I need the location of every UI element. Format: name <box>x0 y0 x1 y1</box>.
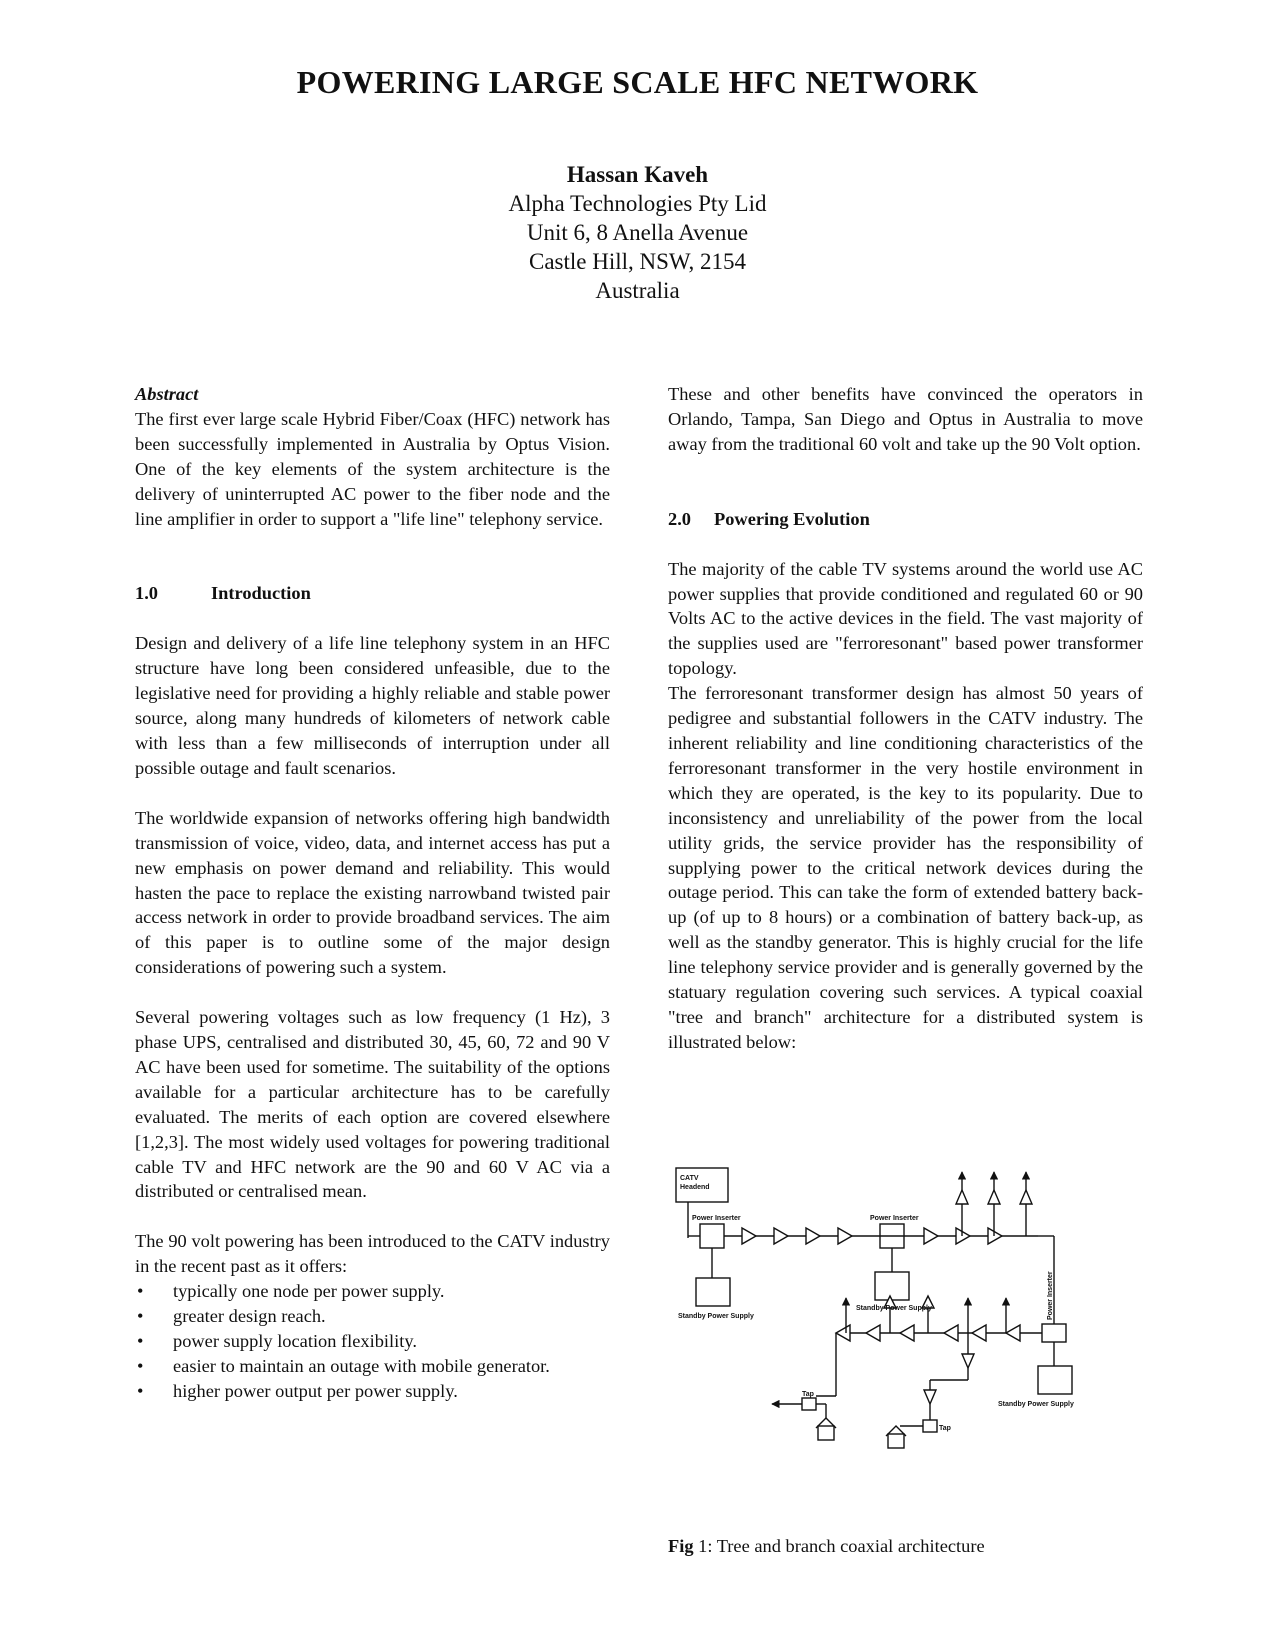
amplifier-icon <box>924 1228 938 1244</box>
section-1-title: Introduction <box>211 583 311 604</box>
standby-power-supply-box <box>875 1272 909 1300</box>
intro-paragraph-1: Design and delivery of a life line telephony system in an HFC structure have long been considered unfeasible, due to the legislative need for providing a highly reliable and stable power source, along many hundreds of kilometers of network cable with less than a few milliseconds of interruption under all possible outage and fault scenarios. <box>135 633 610 778</box>
standby-power-supply-label: Standby Power Supply <box>678 1313 754 1320</box>
amplifier-icon <box>742 1228 756 1244</box>
intro-paragraph-2: The worldwide expansion of networks offering high bandwidth transmission of voice, video, data, and internet access has put a new emphasis on power demand and reliability. This would hasten the pace to replace the existing narrowband twisted pair access network in order to provide broadband services. The aim of this paper is to outline some of the major design considerations of powering such a system. <box>135 807 610 978</box>
intro-paragraph-4: The 90 volt powering has been introduced to the CATV industry in the recent past as it offers: <box>135 1231 610 1277</box>
list-item: • easier to maintain an outage with mobile generator. <box>135 1354 610 1379</box>
power-inserter-label: Power Inserter <box>1047 1271 1054 1320</box>
figure-caption-label: Fig <box>668 1536 694 1556</box>
amplifier-icon <box>972 1325 986 1341</box>
right-column <box>668 382 1143 1055</box>
headend-label-line1: CATV <box>680 1175 699 1182</box>
tap-box <box>802 1398 816 1410</box>
section-2-title: Powering Evolution <box>714 508 870 529</box>
power-inserter-box <box>1042 1324 1066 1342</box>
author-affiliation: Alpha Technologies Pty Lid <box>508 191 767 216</box>
list-item: • power supply location flexibility. <box>135 1329 610 1354</box>
amplifier-icon <box>1006 1325 1020 1341</box>
intro-paragraph-5: These and other benefits have convinced the operators in Orlando, Tampa, San Diego and Optus in Australia to move away from the traditional 60 volt and take up the 90 Volt option. <box>668 384 1143 454</box>
paper-title: POWERING LARGE SCALE HFC NETWORK <box>296 64 979 100</box>
amplifier-icon <box>774 1228 788 1244</box>
author-name: Hassan Kaveh <box>566 162 709 187</box>
standby-power-supply-box <box>696 1278 730 1306</box>
tap-label: Tap <box>939 1425 951 1432</box>
power-inserter-label: Power Inserter <box>692 1215 741 1222</box>
network-diagram <box>668 1158 1088 1458</box>
amplifier-icon <box>988 1228 1002 1244</box>
benefits-list <box>135 1279 610 1404</box>
section-2-heading <box>668 507 1143 532</box>
standby-power-supply-label: Standby Power Supply <box>998 1401 1074 1408</box>
amplifier-icon <box>838 1228 852 1244</box>
amplifier-icon <box>900 1325 914 1341</box>
author-address-line1: Unit 6, 8 Anella Avenue <box>526 220 749 245</box>
abstract-text: The first ever large scale Hybrid Fiber/Coax (HFC) network has been successfully implemented in Australia by Optus Vision. One of the key elements of the system architecture is the delivery of uninterrupted AC power to the fiber node and the line amplifier in order to support a "life line" telephony service. <box>135 408 610 529</box>
power-inserter-box <box>700 1224 724 1248</box>
tap-label: Tap <box>802 1391 814 1398</box>
author-country: Australia <box>595 278 680 303</box>
amplifier-icon <box>866 1325 880 1341</box>
author-block <box>0 160 1275 305</box>
amplifier-icon <box>806 1228 820 1244</box>
evolution-paragraph-1: The majority of the cable TV systems around the world use AC power supplies that provide conditioned and regulated 60 or 90 Volts AC to the active devices in the field. The vast majority of the supplies used are "ferroresonant" based power transformer topology. <box>668 558 1143 679</box>
list-item: • higher power output per power supply. <box>135 1379 610 1404</box>
standby-power-supply-box <box>1038 1366 1072 1394</box>
list-item: • greater design reach. <box>135 1304 610 1329</box>
tap-box <box>923 1420 937 1432</box>
standby-power-supply-label: Standby Power Supply <box>856 1305 932 1312</box>
evolution-paragraph-2: The ferroresonant transformer design has almost 50 years of pedigree and substantial followers in the CATV industry. The inherent reliability and line conditioning characteristics of the ferroresonant transformer in the very hostile environment in which they are operated, is the key to its popularity. Due to inconsistency and unreliability of the power from the local utility grids, the service provider has the responsibility of supplying power to the critical network devices during the outage period. This can take the form of extended battery back-up (of up to 8 hours) or a combination of battery back-up, as well as the standby generator. This is highly crucial for the life line telephony service provider and is generally governed by the statuary regulation covering such services. A typical coaxial "tree and branch" architecture for a distributed system is illustrated below: <box>668 683 1143 1052</box>
amplifier-icon <box>956 1228 970 1244</box>
abstract-heading: Abstract <box>135 384 199 404</box>
amplifier-icon <box>944 1325 958 1341</box>
left-column <box>135 382 610 1404</box>
figure-caption <box>668 1536 985 1557</box>
list-item: • typically one node per power supply. <box>135 1279 610 1304</box>
section-1-number: 1.0 <box>135 583 158 604</box>
headend-label-line2: Headend <box>680 1184 710 1191</box>
section-2-number: 2.0 <box>668 508 691 529</box>
amplifier-icon <box>836 1325 850 1341</box>
figure-caption-text: 1: Tree and branch coaxial architecture <box>693 1536 985 1556</box>
power-inserter-label: Power Inserter <box>870 1215 919 1222</box>
tree-branch-diagram-svg <box>668 1158 1088 1458</box>
author-address-line2: Castle Hill, NSW, 2154 <box>528 249 747 274</box>
section-1-heading <box>135 581 610 606</box>
intro-paragraph-3: Several powering voltages such as low frequency (1 Hz), 3 phase UPS, centralised and distributed 30, 45, 60, 72 and 90 V AC have been used for sometime. The suitability of the options available for a particular architecture has to be carefully evaluated. The merits of each option are covered elsewhere [1,2,3]. The most widely used voltages for powering traditional cable TV and HFC network are the 90 and 60 V AC via a distributed or centralised mean. <box>135 1007 610 1202</box>
